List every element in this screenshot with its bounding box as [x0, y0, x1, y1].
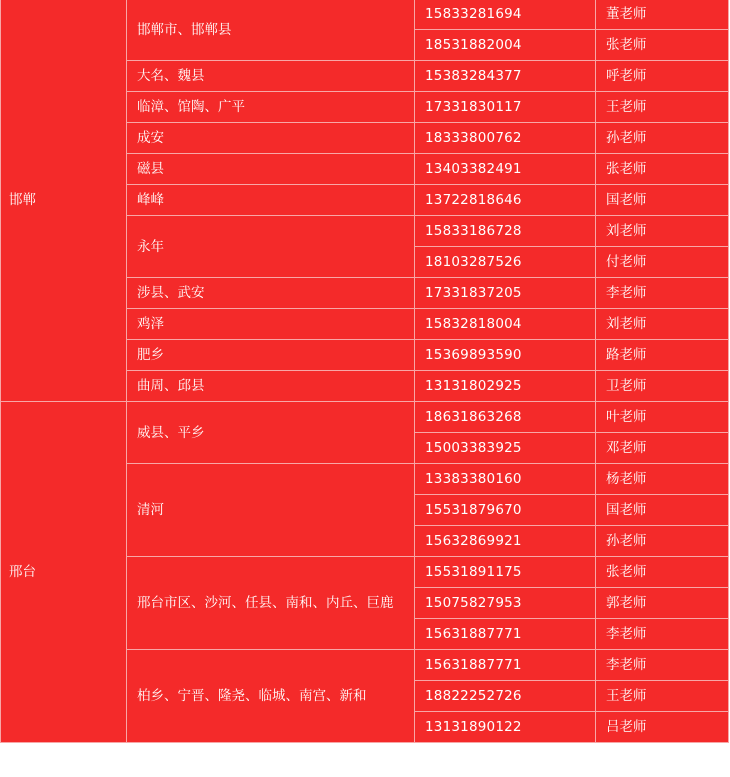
teacher-cell: 刘老师 [596, 216, 729, 247]
teacher-cell: 路老师 [596, 340, 729, 371]
teacher-cell: 刘老师 [596, 309, 729, 340]
teacher-cell: 张老师 [596, 30, 729, 61]
table-body [1, 0, 729, 743]
area-cell: 鸡泽 [127, 309, 415, 340]
area-cell: 邯郸市、邯郸县 [127, 0, 415, 61]
teacher-cell: 张老师 [596, 557, 729, 588]
teacher-cell: 李老师 [596, 278, 729, 309]
area-cell: 威县、平乡 [127, 402, 415, 464]
area-cell: 邢台市区、沙河、任县、南和、内丘、巨鹿 [127, 557, 415, 650]
table-row [1, 0, 729, 30]
area-cell: 永年 [127, 216, 415, 278]
teacher-cell: 叶老师 [596, 402, 729, 433]
phone-cell: 18631863268 [415, 402, 596, 433]
teacher-cell: 呼老师 [596, 61, 729, 92]
phone-cell: 15631887771 [415, 650, 596, 681]
area-cell: 大名、魏县 [127, 61, 415, 92]
teacher-cell: 卫老师 [596, 371, 729, 402]
area-cell: 柏乡、宁晋、隆尧、临城、南宫、新和 [127, 650, 415, 743]
area-cell: 成安 [127, 123, 415, 154]
phone-cell: 18103287526 [415, 247, 596, 278]
teacher-cell: 邓老师 [596, 433, 729, 464]
teacher-cell: 付老师 [596, 247, 729, 278]
phone-cell: 13722818646 [415, 185, 596, 216]
phone-cell: 18531882004 [415, 30, 596, 61]
phone-cell: 13383380160 [415, 464, 596, 495]
phone-cell: 15833186728 [415, 216, 596, 247]
area-cell: 涉县、武安 [127, 278, 415, 309]
area-cell: 清河 [127, 464, 415, 557]
teacher-cell: 国老师 [596, 495, 729, 526]
teacher-cell: 王老师 [596, 92, 729, 123]
phone-cell: 15632869921 [415, 526, 596, 557]
phone-cell: 13403382491 [415, 154, 596, 185]
phone-cell: 15832818004 [415, 309, 596, 340]
phone-cell: 15531879670 [415, 495, 596, 526]
area-cell: 曲周、邱县 [127, 371, 415, 402]
teacher-cell: 吕老师 [596, 712, 729, 743]
city-cell: 邢台 [1, 402, 127, 743]
teacher-cell: 张老师 [596, 154, 729, 185]
phone-cell: 15003383925 [415, 433, 596, 464]
teacher-cell: 李老师 [596, 619, 729, 650]
phone-cell: 18822252726 [415, 681, 596, 712]
area-cell: 临漳、馆陶、广平 [127, 92, 415, 123]
teacher-cell: 孙老师 [596, 526, 729, 557]
phone-cell: 17331837205 [415, 278, 596, 309]
teacher-cell: 杨老师 [596, 464, 729, 495]
teacher-cell: 孙老师 [596, 123, 729, 154]
phone-cell: 15631887771 [415, 619, 596, 650]
area-cell: 峰峰 [127, 185, 415, 216]
phone-cell: 15369893590 [415, 340, 596, 371]
teacher-cell: 董老师 [596, 0, 729, 30]
phone-cell: 13131802925 [415, 371, 596, 402]
phone-cell: 15833281694 [415, 0, 596, 30]
phone-cell: 17331830117 [415, 92, 596, 123]
teacher-cell: 郭老师 [596, 588, 729, 619]
area-cell: 肥乡 [127, 340, 415, 371]
phone-cell: 13131890122 [415, 712, 596, 743]
teacher-cell: 国老师 [596, 185, 729, 216]
phone-cell: 18333800762 [415, 123, 596, 154]
teacher-cell: 王老师 [596, 681, 729, 712]
teacher-cell: 李老师 [596, 650, 729, 681]
area-cell: 磁县 [127, 154, 415, 185]
phone-cell: 15531891175 [415, 557, 596, 588]
phone-cell: 15075827953 [415, 588, 596, 619]
phone-cell: 15383284377 [415, 61, 596, 92]
city-cell: 邯郸 [1, 0, 127, 402]
table-row [1, 402, 729, 433]
